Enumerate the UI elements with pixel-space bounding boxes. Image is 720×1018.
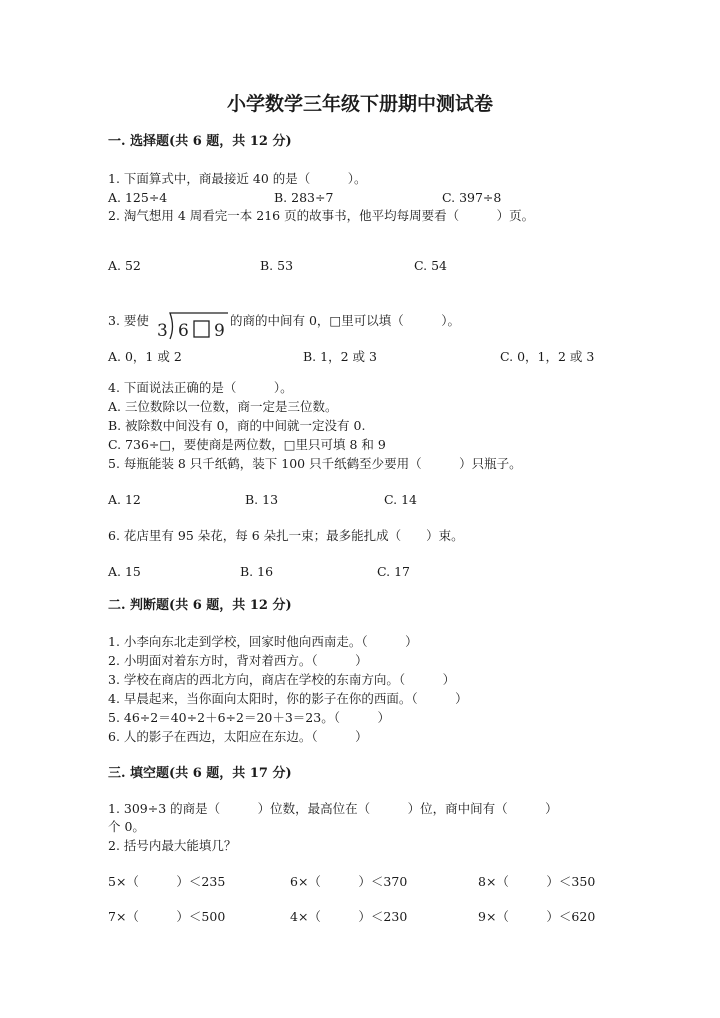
option-a: A. 15 xyxy=(108,564,141,579)
fill-question-line: 个 0。 xyxy=(108,819,145,834)
option-a: A. 52 xyxy=(108,258,141,273)
blank-box-icon xyxy=(194,321,209,337)
fill-question-stem: 2. 括号内最大能填几？ xyxy=(108,838,237,853)
inequality-item: 8×（ ）＜350 xyxy=(478,874,596,889)
option-b: B. 1，2 或 3 xyxy=(303,349,377,364)
judge-item: 3. 学校在商店的西北方向，商店在学校的东南方向。（ ） xyxy=(108,672,456,687)
judge-item: 2. 小明面对着东方时，背对着西方。（ ） xyxy=(108,653,368,668)
question-stem: 6. 花店里有 95 朵花，每 6 朵扎一束；最多能扎成（ ）束。 xyxy=(108,528,464,543)
inequality-item: 4×（ ）＜230 xyxy=(290,909,408,924)
question-stem-prefix: 3. 要使 xyxy=(108,313,149,328)
option-a: A. 三位数除以一位数，商一定是三位数。 xyxy=(108,399,338,414)
option-c: C. 397÷8 xyxy=(442,190,502,205)
question-stem: 1. 下面算式中，商最接近 40 的是（ ）。 xyxy=(108,171,367,186)
fill-question-line: 1. 309÷3 的商是（ ）位数，最高位在（ ）位，商中间有（ ） xyxy=(108,801,558,816)
option-a: A. 0，1 或 2 xyxy=(108,349,182,364)
option-b: B. 被除数中间没有 0，商的中间就一定没有 0. xyxy=(108,418,366,433)
question-stem: 2. 淘气想用 4 周看完一本 216 页的故事书，他平均每周要看（ ）页。 xyxy=(108,208,535,223)
judge-item: 4. 早晨起来，当你面向太阳时，你的影子在你的西面。（ ） xyxy=(108,691,468,706)
option-c: C. 54 xyxy=(414,258,447,273)
option-a: A. 125÷4 xyxy=(108,190,168,205)
page-title: 小学数学三年级下册期中测试卷 xyxy=(226,93,493,115)
option-c: C. 17 xyxy=(377,564,410,579)
dividend-digit: 6 xyxy=(178,321,189,341)
section-heading-choice: 一. 选择题(共 6 题，共 12 分) xyxy=(108,134,292,149)
judge-item: 1. 小李向东北走到学校，回家时他向西南走。（ ） xyxy=(108,634,418,649)
question-stem: 4. 下面说法正确的是（ ）。 xyxy=(108,380,293,395)
long-division-figure xyxy=(156,309,230,341)
option-c: C. 0，1，2 或 3 xyxy=(500,349,595,364)
option-b: B. 13 xyxy=(245,492,279,507)
section-heading-fill: 三. 填空题(共 6 题，共 17 分) xyxy=(108,766,292,781)
question-stem: 5. 每瓶能装 8 只千纸鹤，装下 100 只千纸鹤至少要用（ ）只瓶子。 xyxy=(108,456,522,471)
option-b: B. 283÷7 xyxy=(274,190,334,205)
option-c: C. 14 xyxy=(384,492,417,507)
judge-item: 6. 人的影子在西边，太阳应在东边。（ ） xyxy=(108,729,368,744)
inequality-item: 9×（ ）＜620 xyxy=(478,909,596,924)
inequality-item: 6×（ ）＜370 xyxy=(290,874,408,889)
question-stem-suffix: 的商的中间有 0，□里可以填（ ）。 xyxy=(230,313,460,328)
option-b: B. 53 xyxy=(260,258,294,273)
option-b: B. 16 xyxy=(240,564,274,579)
judge-item: 5. 46÷2＝40÷2＋6÷2＝20＋3＝23。（ ） xyxy=(108,710,390,725)
inequality-item: 7×（ ）＜500 xyxy=(108,909,226,924)
option-a: A. 12 xyxy=(108,492,141,507)
divisor: 3 xyxy=(157,321,168,341)
dividend-digit: 9 xyxy=(214,321,225,341)
section-heading-judge: 二. 判断题(共 6 题，共 12 分) xyxy=(108,598,292,613)
inequality-item: 5×（ ）＜235 xyxy=(108,874,226,889)
option-c: C. 736÷□，要使商是两位数，□里只可填 8 和 9 xyxy=(108,437,386,452)
